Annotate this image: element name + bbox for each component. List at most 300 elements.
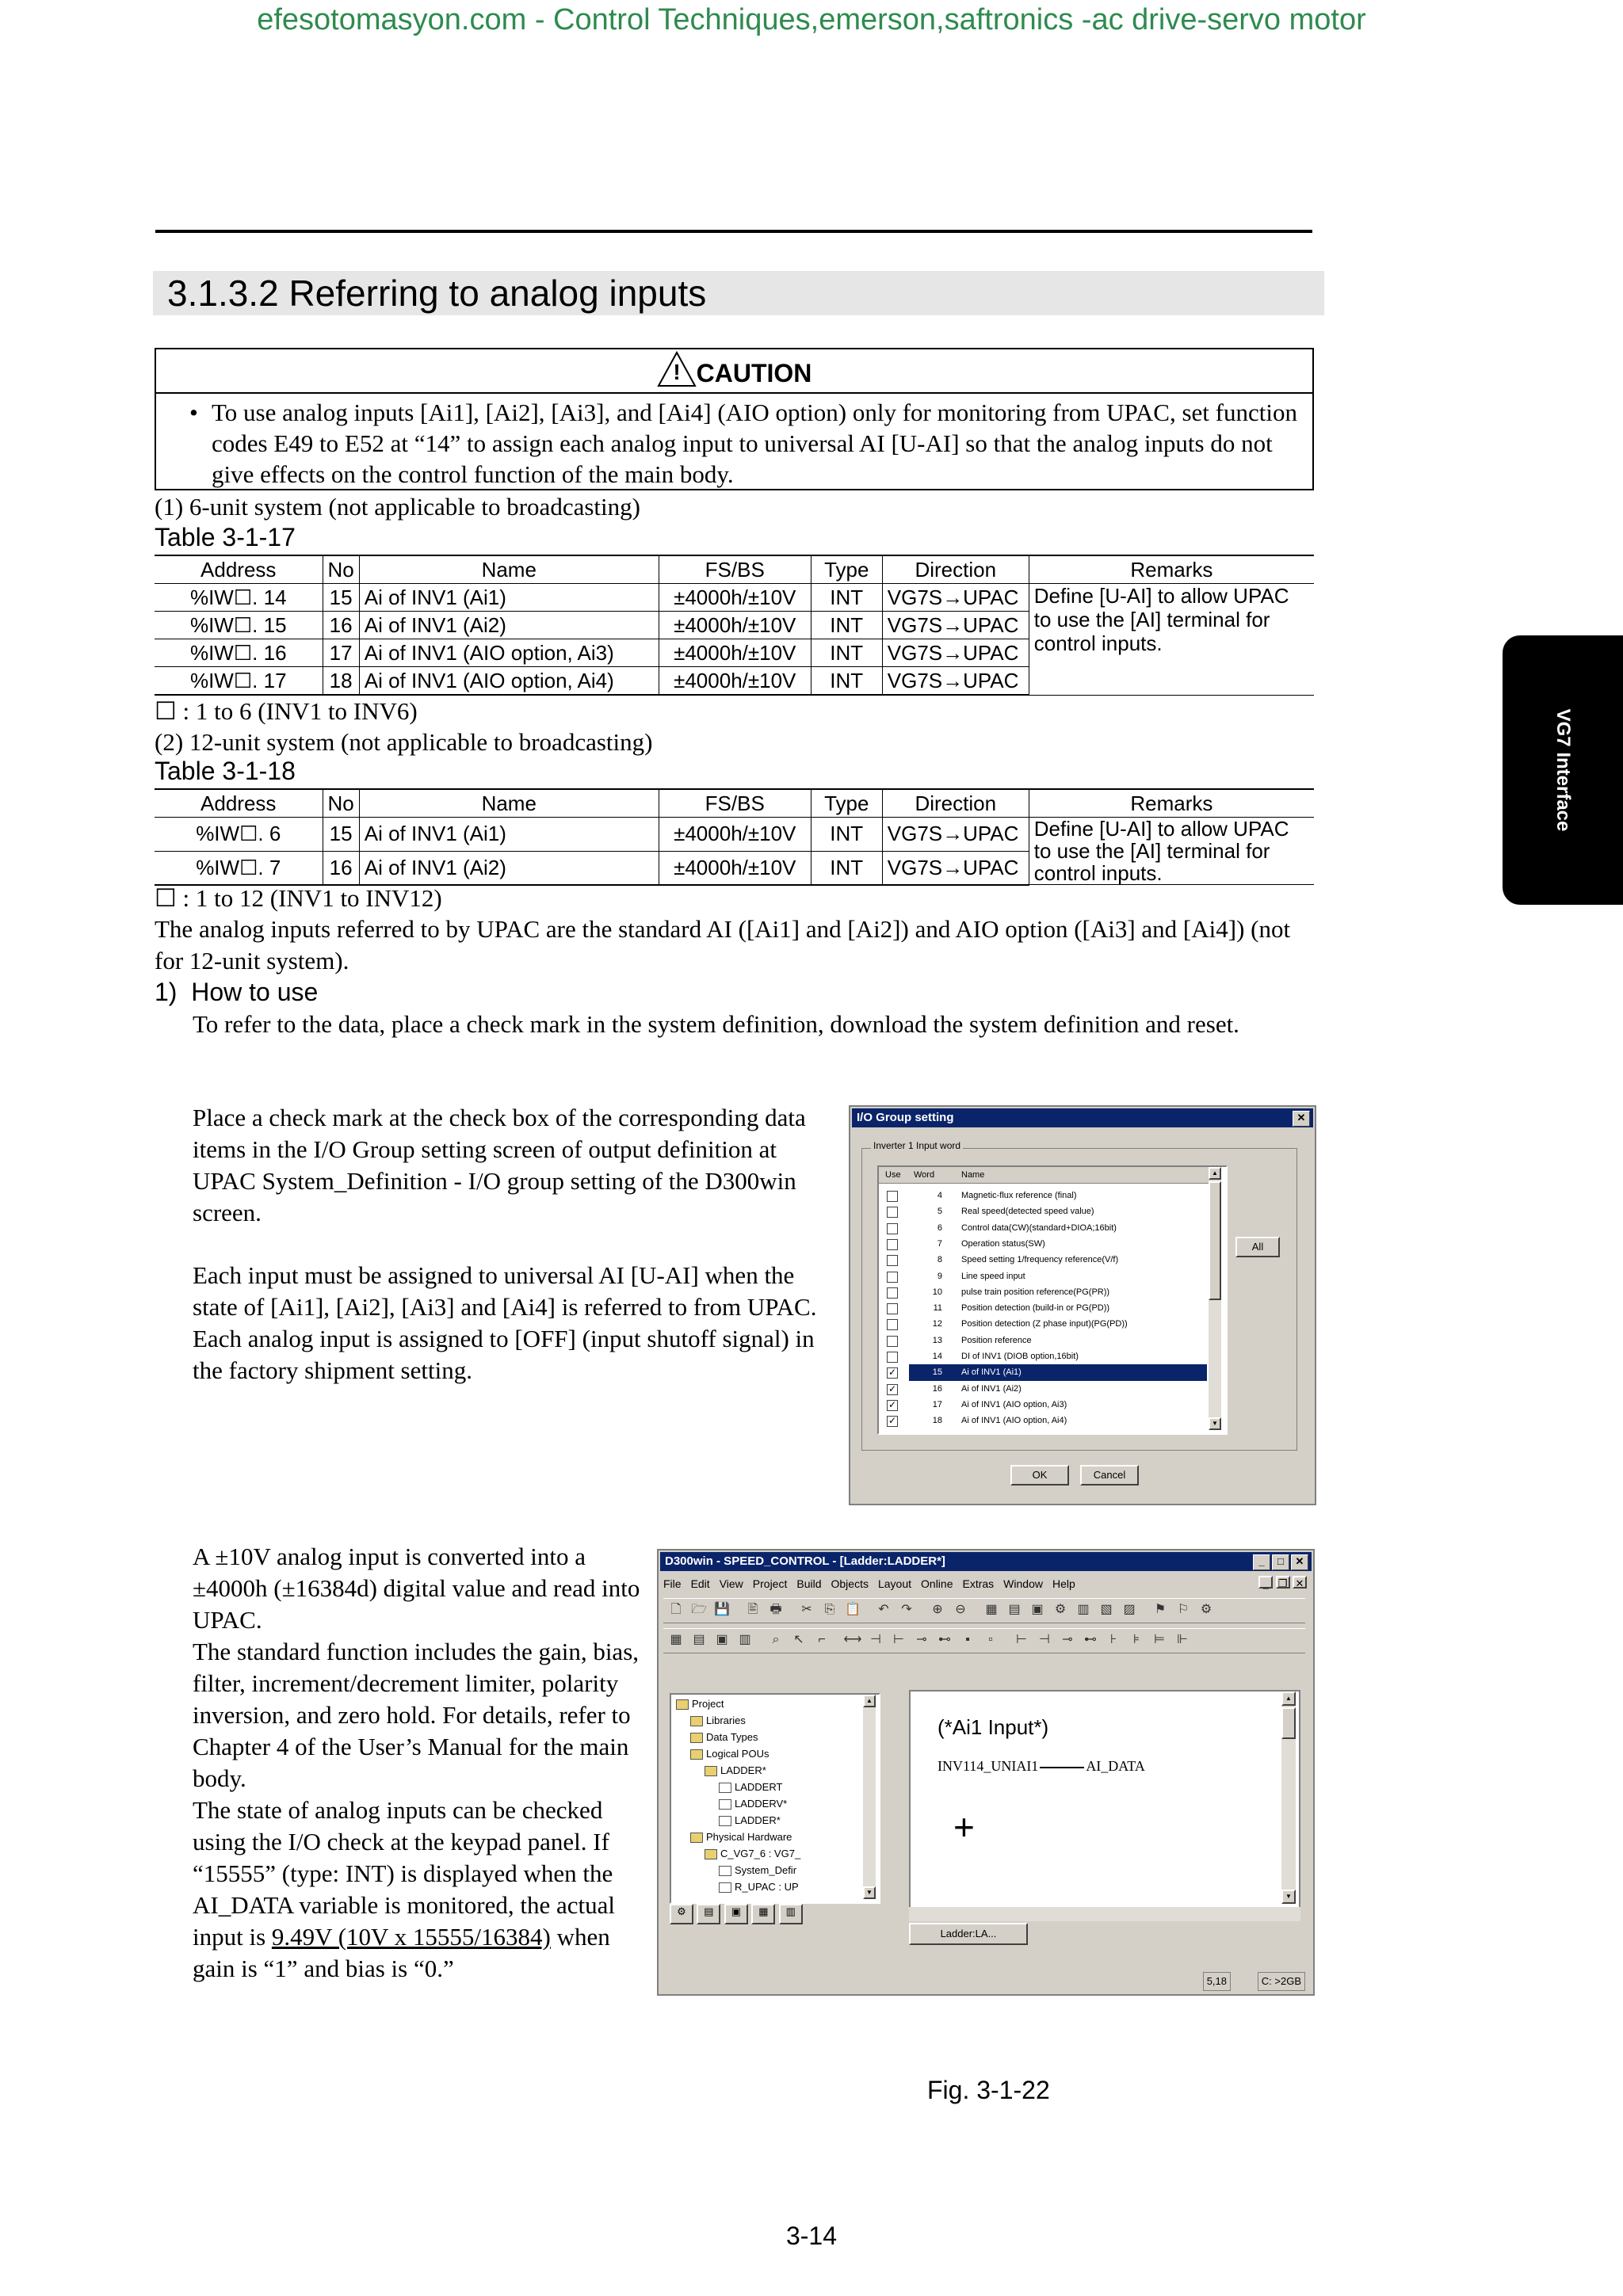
toolbar-button-icon[interactable]: ⊢ (893, 1633, 904, 1646)
cancel-button[interactable]: Cancel (1080, 1465, 1139, 1486)
tree-item-label: System_Defir (735, 1864, 797, 1876)
tree-item-label: Libraries (706, 1714, 746, 1726)
io-list-row[interactable] (879, 1188, 1207, 1203)
io-word: 17 (932, 1399, 942, 1409)
io-name: Operation status(SW) (961, 1238, 1045, 1249)
table-cell: VG7S→UPAC (882, 818, 1029, 852)
table-row (155, 818, 1314, 852)
menu-item[interactable]: Online (921, 1577, 953, 1590)
table-3-1-18 (155, 788, 1314, 886)
io-list-row[interactable] (879, 1348, 1207, 1364)
io-row-highlight (909, 1381, 1207, 1397)
io-list-row[interactable] (879, 1397, 1207, 1413)
toolbar-button-icon[interactable]: 🗋 (670, 1603, 682, 1616)
toolbar-button-icon[interactable]: ▥ (739, 1633, 751, 1646)
scroll-up-icon[interactable]: ▲ (863, 1695, 876, 1707)
tree-item-label: LADDERT (735, 1781, 783, 1793)
how-to-use-text: To refer to the data, place a check mark in the system definition, download the system definition and reset. (193, 1010, 1239, 1038)
tree-tab-icon[interactable]: ▦ (751, 1904, 775, 1924)
toolbar-button-icon[interactable]: ▨ (1123, 1603, 1136, 1616)
toolbar-button-icon[interactable]: ⊨ (1154, 1633, 1165, 1646)
io-word: 15 (932, 1367, 942, 1378)
table-remarks: Define [U-AI] to allow UPAC to use the [AI] terminal for control inputs. (1029, 584, 1314, 696)
folder-icon (676, 1699, 689, 1710)
use-checkbox[interactable]: ✓ (888, 1383, 897, 1394)
table-row (155, 584, 1314, 612)
io-word: 5 (937, 1207, 942, 1217)
table-cell: INT (811, 639, 882, 667)
column-use[interactable]: Use (885, 1170, 901, 1180)
io-list-row[interactable] (879, 1413, 1207, 1428)
io-list-header (879, 1167, 1212, 1184)
toolbar-button-icon[interactable]: ⊣ (870, 1633, 881, 1646)
tree-item[interactable] (690, 1829, 792, 1845)
use-checkbox[interactable]: ✓ (888, 1367, 897, 1379)
toolbar-button-icon[interactable]: ▧ (1100, 1603, 1113, 1616)
conversion-underlined: 9.49V (10V x 15555/16384) (271, 1923, 551, 1951)
tree-item-label: Data Types (706, 1731, 758, 1743)
io-name: Speed setting 1/frequency reference(V/f) (961, 1255, 1119, 1265)
column-header: Direction (882, 789, 1029, 818)
use-checkbox[interactable] (887, 1255, 898, 1266)
use-checkbox[interactable]: ✓ (888, 1398, 897, 1410)
header-link[interactable]: efesotomasyon.com - Control Techniques,emerson,saftronics -ac drive-servo motor (257, 3, 1366, 36)
toolbar-button-icon[interactable]: ⊖ (955, 1603, 966, 1616)
status-position: 5,18 (1203, 1972, 1231, 1991)
scroll-thumb[interactable] (1209, 1181, 1221, 1300)
page-number: 3-14 (785, 2222, 838, 2250)
main-toolbar (663, 1598, 1305, 1623)
io-list-row[interactable] (879, 1300, 1207, 1316)
folder-icon (705, 1766, 717, 1776)
io-name: Position detection (Z phase input)(PG(PD)) (961, 1319, 1128, 1329)
menu-item[interactable]: Build (796, 1577, 822, 1590)
toolbar-button-icon[interactable]: ⊷ (938, 1633, 951, 1646)
ok-button[interactable]: OK (1010, 1465, 1069, 1486)
table1-label: Table 3-1-17 (155, 523, 296, 551)
toolbar-button-icon[interactable]: ✂ (801, 1603, 812, 1616)
column-header: No (323, 789, 359, 818)
tree-item[interactable] (719, 1813, 781, 1829)
io-word: 16 (932, 1383, 942, 1394)
tree-item-label: LADDER* (735, 1814, 781, 1826)
menu-item[interactable]: Layout (877, 1577, 912, 1590)
toolbar-button-icon[interactable]: ⊣ (1039, 1633, 1050, 1646)
column-header: Type (811, 555, 882, 584)
tree-tab-icon[interactable]: ▣ (724, 1904, 748, 1924)
io-group-dialog (849, 1105, 1316, 1505)
io-row-highlight (909, 1236, 1207, 1252)
io-name: Magnetic-flux reference (final) (961, 1191, 1077, 1200)
menu-item[interactable]: Window (1003, 1577, 1043, 1590)
tree-item[interactable] (690, 1713, 746, 1729)
use-checkbox[interactable] (887, 1191, 898, 1202)
toolbar-button-icon[interactable]: ⚑ (1154, 1603, 1167, 1616)
io-rows (879, 1188, 1212, 1430)
use-checkbox[interactable] (887, 1287, 898, 1299)
side-tab (1503, 635, 1623, 905)
tree-item-label: R_UPAC : UP (735, 1881, 799, 1893)
toolbar-button-icon[interactable]: ⚙ (1200, 1603, 1212, 1616)
ladder-input-variable: INV114_UNIAI1 (938, 1758, 1039, 1774)
io-name: Ai of INV1 (Ai2) (961, 1383, 1022, 1394)
column-header: Remarks (1029, 789, 1314, 818)
table-cell: VG7S→UPAC (882, 639, 1029, 667)
io-list-row[interactable] (879, 1364, 1207, 1380)
caution-text: To use analog inputs [Ai1], [Ai2], [Ai3], and [Ai4] (AIO option) only for monitoring from UPAC, set function codes E49 to E52 at “14” to assign each analog input to universal AI [U-AI] so that the analog inputs do not give effects on the control function of the main body. (212, 399, 1297, 488)
toolbar-button-icon[interactable]: ↶ (878, 1603, 889, 1616)
toolbar-button-icon[interactable]: 💾 (714, 1603, 730, 1616)
table2-intro: (2) 12-unit system (not applicable to broadcasting) (155, 728, 653, 756)
menu-item[interactable]: Edit (690, 1577, 710, 1590)
tree-item[interactable] (705, 1846, 800, 1862)
caution-title: CAUTION (696, 359, 812, 387)
checkmark-paragraph: Place a check mark at the check box of the corresponding data items in the I/O Group setting screen of output definition at UPAC System_Definition - I/O group setting of the D300win screen. (193, 1104, 806, 1226)
mdi-close-icon[interactable]: ✕ (1293, 1576, 1307, 1589)
toolbar-button-icon[interactable]: ⎘ (824, 1603, 835, 1616)
table-cell: %IW☐. 15 (155, 612, 323, 639)
table-cell: %IW☐. 17 (155, 667, 323, 696)
ladder-toolbar (663, 1628, 1305, 1653)
column-word[interactable]: Word (914, 1170, 935, 1180)
menu-item[interactable]: Project (752, 1577, 788, 1590)
io-word: 18 (932, 1416, 942, 1426)
warning-triangle-icon (657, 351, 697, 387)
mdi-restore-icon[interactable]: ❐ (1276, 1576, 1290, 1589)
caution-box (155, 348, 1314, 490)
d300win-title: D300win - SPEED_CONTROL - [Ladder:LADDER*] (665, 1554, 945, 1568)
io-dialog-titlebar (852, 1108, 1313, 1127)
table-cell: INT (811, 612, 882, 639)
table-cell: %IW☐. 14 (155, 584, 323, 612)
tree-item[interactable] (719, 1863, 796, 1878)
column-header: Name (359, 555, 659, 584)
column-header: Address (155, 789, 323, 818)
analog-inputs-paragraph: The analog inputs referred to by UPAC are the standard AI ([Ai1] and [Ai2]) and AIO option ([Ai3] and [Ai4]) (not for 12-unit system). (155, 915, 1291, 974)
toolbar-button-icon[interactable]: ⊸ (1062, 1633, 1073, 1646)
column-header: No (323, 555, 359, 584)
toolbar-button-icon[interactable]: 🗁 (691, 1603, 707, 1616)
toolbar-button-icon[interactable]: ▤ (693, 1633, 705, 1646)
toolbar-button-icon[interactable]: ⊷ (1084, 1633, 1097, 1646)
column-header: FS/BS (659, 555, 811, 584)
pou-icon (719, 1783, 731, 1793)
assign-paragraph: Each input must be assigned to universal AI [U-AI] when the state of [Ai1], [Ai2], [Ai3] and [Ai4] is referred to from UPAC. Each analog input is assigned to [OFF] (input shutoff signal) in the factory shipment setting. (193, 1261, 817, 1384)
conversion-tail: when gain is “1” and bias is “0.” (193, 1923, 610, 1982)
table2-label: Table 3-1-18 (155, 757, 296, 785)
tree-tab-icon[interactable]: ⚙ (670, 1904, 693, 1924)
section-heading: 3.1.3.2 Referring to analog inputs (153, 271, 1324, 315)
io-word: 7 (937, 1238, 942, 1249)
caution-bullet: • (189, 399, 198, 426)
use-checkbox[interactable] (887, 1207, 898, 1218)
io-name: Ai of INV1 (Ai1) (961, 1367, 1022, 1378)
mdi-controls (1258, 1576, 1307, 1589)
io-name: Ai of INV1 (AIO option, Ai3) (961, 1399, 1067, 1409)
io-name: DI of INV1 (DIOB option,16bit) (961, 1352, 1079, 1361)
tree-item-label: Physical Hardware (706, 1831, 792, 1843)
toolbar-button-icon[interactable]: ↷ (901, 1603, 912, 1616)
toolbar-button-icon[interactable]: ⟷ (843, 1633, 862, 1646)
tree-item-label: LADDER* (720, 1764, 766, 1776)
scroll-down-icon[interactable]: ▼ (863, 1886, 876, 1899)
table-cell: Ai of INV1 (AIO option, Ai3) (359, 639, 659, 667)
table-cell: ±4000h/±10V (659, 851, 811, 885)
table-cell: Ai of INV1 (AIO option, Ai4) (359, 667, 659, 696)
io-row-highlight (909, 1333, 1207, 1348)
io-name: Line speed input (961, 1271, 1025, 1281)
table-cell: 17 (323, 639, 359, 667)
io-word: 10 (932, 1287, 942, 1297)
folder-icon (705, 1849, 717, 1859)
tree-tab-icon[interactable]: ▥ (779, 1904, 803, 1924)
table-cell: 18 (323, 667, 359, 696)
toolbar-button-icon[interactable]: ▪ (965, 1633, 970, 1646)
pou-icon (719, 1882, 731, 1893)
scroll-down-icon[interactable]: ▼ (1209, 1417, 1221, 1430)
tree-tab-icon[interactable]: ▤ (697, 1904, 720, 1924)
column-header: Name (359, 789, 659, 818)
ladder-wire (1040, 1767, 1084, 1768)
io-word: 4 (937, 1191, 942, 1200)
use-checkbox[interactable] (887, 1352, 898, 1363)
project-tree[interactable] (670, 1693, 880, 1904)
use-checkbox[interactable]: ✓ (888, 1415, 897, 1427)
status-bar (662, 1972, 1310, 1991)
tree-item[interactable] (676, 1696, 724, 1712)
toolbar-button-icon[interactable]: 📋 (845, 1603, 861, 1616)
scroll-thumb[interactable] (1281, 1707, 1296, 1739)
io-row-highlight (909, 1268, 1207, 1284)
toolbar-button-icon[interactable]: ⚐ (1177, 1603, 1190, 1616)
use-checkbox[interactable] (887, 1303, 898, 1314)
toolbar-button-icon[interactable]: ▥ (1077, 1603, 1090, 1616)
column-header: Address (155, 555, 323, 584)
toolbar-button-icon[interactable]: ▣ (1031, 1603, 1044, 1616)
io-list-row[interactable] (879, 1316, 1207, 1332)
table-cell: VG7S→UPAC (882, 584, 1029, 612)
table-cell: %IW☐. 6 (155, 818, 323, 852)
table-cell: VG7S→UPAC (882, 851, 1029, 885)
io-row-highlight (909, 1364, 1207, 1380)
toolbar-button-icon[interactable]: ▦ (670, 1633, 682, 1646)
table2-header (155, 789, 1314, 818)
io-name: Control data(CW)(standard+DIOA;16bit) (961, 1222, 1117, 1233)
table-cell: INT (811, 667, 882, 696)
side-tab-label: VG7 Interface (1552, 708, 1574, 832)
io-list-row[interactable] (879, 1284, 1207, 1300)
mdi-minimize-icon[interactable]: _ (1258, 1576, 1273, 1589)
toolbar-button-icon[interactable]: ⊧ (1132, 1633, 1140, 1646)
column-header: Remarks (1029, 555, 1314, 584)
toolbar-button-icon[interactable]: 🖶 (769, 1603, 782, 1616)
tree-item[interactable] (719, 1879, 799, 1895)
table-cell: %IW☐. 16 (155, 639, 323, 667)
table1-header (155, 555, 1314, 584)
top-rule (155, 230, 1312, 233)
folder-icon (690, 1733, 703, 1743)
io-list-row[interactable] (879, 1268, 1207, 1284)
folder-icon (690, 1716, 703, 1726)
menu-item[interactable]: Objects (831, 1577, 869, 1590)
menu-bar (663, 1574, 1085, 1593)
ladder-editor[interactable] (909, 1690, 1300, 1909)
table-cell: INT (811, 818, 882, 852)
table-cell: Ai of INV1 (Ai1) (359, 818, 659, 852)
toolbar-button-icon[interactable]: ▫ (988, 1633, 993, 1646)
io-word: 11 (933, 1303, 942, 1314)
folder-icon (690, 1749, 703, 1760)
d300win-titlebar (660, 1552, 1312, 1571)
table-cell: Ai of INV1 (Ai2) (359, 612, 659, 639)
table-cell: 16 (323, 851, 359, 885)
table-cell: 15 (323, 584, 359, 612)
status-memory: C: >2GB (1258, 1972, 1305, 1991)
table-cell: %IW☐. 7 (155, 851, 323, 885)
tree-vertical-scrollbar[interactable] (863, 1695, 876, 1899)
minimize-icon[interactable]: _ (1253, 1554, 1270, 1570)
close-icon[interactable]: ✕ (1291, 1554, 1308, 1570)
table-cell: 15 (323, 818, 359, 852)
column-header: Type (811, 789, 882, 818)
toolbar-button-icon[interactable]: ▣ (716, 1633, 728, 1646)
vertical-scrollbar[interactable] (1209, 1167, 1221, 1430)
ladder-rung (938, 1758, 1145, 1775)
table-cell: ±4000h/±10V (659, 584, 811, 612)
table-cell: INT (811, 851, 882, 885)
pou-icon (719, 1866, 731, 1876)
tree-item[interactable] (690, 1730, 758, 1745)
toolbar-button-icon[interactable]: ⊢ (1016, 1633, 1027, 1646)
tree-tabs (670, 1904, 803, 1928)
pou-icon (719, 1799, 731, 1810)
editor-horizontal-scrollbar[interactable] (909, 1907, 1300, 1921)
table-cell: ±4000h/±10V (659, 667, 811, 696)
tree-item[interactable] (705, 1763, 766, 1779)
pou-icon (719, 1816, 731, 1826)
toolbar-button-icon[interactable]: ▤ (1008, 1603, 1021, 1616)
io-word: 9 (937, 1271, 942, 1281)
io-list-row[interactable] (879, 1252, 1207, 1268)
ladder-output-variable: AI_DATA (1086, 1758, 1145, 1774)
editor-vertical-scrollbar[interactable] (1281, 1691, 1296, 1904)
io-name: Position reference (961, 1335, 1032, 1345)
io-list-row[interactable] (879, 1203, 1207, 1219)
toolbar-button-icon[interactable]: ⌐ (818, 1633, 826, 1646)
table-cell: ±4000h/±10V (659, 612, 811, 639)
tree-item-label: LADDERV* (735, 1798, 788, 1810)
toolbar-button-icon[interactable]: ▦ (985, 1603, 998, 1616)
caution-header (156, 349, 1312, 394)
conversion-paragraph (193, 1541, 644, 1985)
table1-footnote: ☐ : 1 to 6 (INV1 to INV6) (155, 697, 418, 725)
toolbar-button-icon[interactable]: 🖹 (747, 1603, 758, 1616)
io-word: 6 (937, 1222, 942, 1233)
use-checkbox[interactable] (887, 1319, 898, 1330)
tree-item[interactable] (690, 1746, 769, 1762)
figure-caption: Fig. 3-1-22 (927, 2076, 1050, 2104)
table-cell: VG7S→UPAC (882, 667, 1029, 696)
table-cell: Ai of INV1 (Ai1) (359, 584, 659, 612)
column-header: FS/BS (659, 789, 811, 818)
tree-item[interactable] (719, 1779, 782, 1795)
column-header: Direction (882, 555, 1029, 584)
io-word: 8 (937, 1255, 942, 1265)
toolbar-button-icon[interactable]: ⚙ (1054, 1603, 1067, 1616)
close-icon[interactable]: ✕ (1293, 1111, 1310, 1127)
crosshair-cursor-icon: + (953, 1806, 975, 1848)
d300win-window (657, 1549, 1315, 1996)
svg-text:!: ! (672, 360, 681, 384)
ladder-tab[interactable] (909, 1923, 1028, 1945)
table-cell: ±4000h/±10V (659, 639, 811, 667)
io-word: 14 (932, 1352, 942, 1361)
use-checkbox[interactable] (887, 1239, 898, 1250)
tree-item-label: Logical POUs (706, 1748, 769, 1760)
use-checkbox[interactable] (887, 1272, 898, 1283)
ladder-tab-label: Ladder:LA... (940, 1928, 997, 1939)
io-list-row[interactable] (879, 1236, 1207, 1252)
io-list-row[interactable] (879, 1333, 1207, 1348)
all-button[interactable]: All (1235, 1237, 1280, 1257)
tree-item-label: Project (692, 1698, 724, 1710)
use-checkbox[interactable] (887, 1223, 898, 1234)
menu-item[interactable]: File (663, 1577, 682, 1590)
toolbar-button-icon[interactable]: ⌕ (772, 1633, 780, 1646)
folder-icon (690, 1833, 703, 1843)
io-word: 13 (932, 1335, 942, 1345)
io-group-label: Inverter 1 Input word (871, 1140, 963, 1151)
tree-item-label: C_VG7_6 : VG7_ (720, 1848, 801, 1859)
conversion-text: A ±10V analog input is converted into a ±4000h (±16384d) digital value and read into UPAC. The standard function includes the gain, bias, filter, increment/decrement limiter, polarity inversion, and zero hold. For details, refer to Chapter 4 of the User’s Manual for the main body. The state of analog inputs can be checked using the I/O check at the keypad panel. If “15555” (type: INT) is displayed when the AI_DATA variable is monitored, the actual input is (193, 1543, 640, 1951)
how-to-use-heading: 1) How to use (155, 978, 319, 1006)
menu-item[interactable]: Extras (962, 1577, 995, 1590)
io-name: pulse train position reference(PG(PR)) (961, 1287, 1110, 1297)
scroll-up-icon[interactable]: ▲ (1281, 1691, 1296, 1706)
scroll-down-icon[interactable]: ▼ (1281, 1890, 1296, 1904)
maximize-icon[interactable]: □ (1272, 1554, 1289, 1570)
table-cell: Ai of INV1 (Ai2) (359, 851, 659, 885)
ladder-comment: (*Ai1 Input*) (938, 1715, 1049, 1739)
io-list-row[interactable] (879, 1381, 1207, 1397)
menu-item[interactable]: Help (1052, 1577, 1075, 1590)
table-remarks: Define [U-AI] to allow UPAC to use the [AI] terminal for control inputs. (1029, 818, 1314, 885)
toolbar-button-icon[interactable]: ⊕ (932, 1603, 943, 1616)
toolbar-button-icon[interactable]: ⊦ (1109, 1633, 1117, 1646)
io-name: Position detection (build-in or PG(PD)) (961, 1303, 1110, 1314)
use-checkbox[interactable] (887, 1336, 898, 1347)
menu-item[interactable]: View (719, 1577, 743, 1590)
table-cell: 16 (323, 612, 359, 639)
io-dialog-title: I/O Group setting (857, 1111, 954, 1124)
io-name: Ai of INV1 (AIO option, Ai4) (961, 1416, 1067, 1426)
table-3-1-17 (155, 555, 1314, 696)
io-list[interactable] (877, 1165, 1228, 1435)
column-name[interactable]: Name (961, 1170, 985, 1180)
table-cell: VG7S→UPAC (882, 612, 1029, 639)
scroll-up-icon[interactable]: ▲ (1209, 1167, 1221, 1180)
io-list-row[interactable] (879, 1220, 1207, 1236)
toolbar-button-icon[interactable]: ⊸ (916, 1633, 927, 1646)
toolbar-button-icon[interactable]: ⊩ (1177, 1633, 1188, 1646)
table-cell: ±4000h/±10V (659, 818, 811, 852)
toolbar-button-icon[interactable]: ↖ (793, 1633, 804, 1646)
io-name: Real speed(detected speed value) (961, 1207, 1094, 1217)
table2-footnote: ☐ : 1 to 12 (INV1 to INV12) (155, 884, 442, 912)
table1-intro: (1) 6-unit system (not applicable to broadcasting) (155, 493, 640, 521)
tree-item[interactable] (719, 1796, 787, 1812)
table-cell: INT (811, 584, 882, 612)
